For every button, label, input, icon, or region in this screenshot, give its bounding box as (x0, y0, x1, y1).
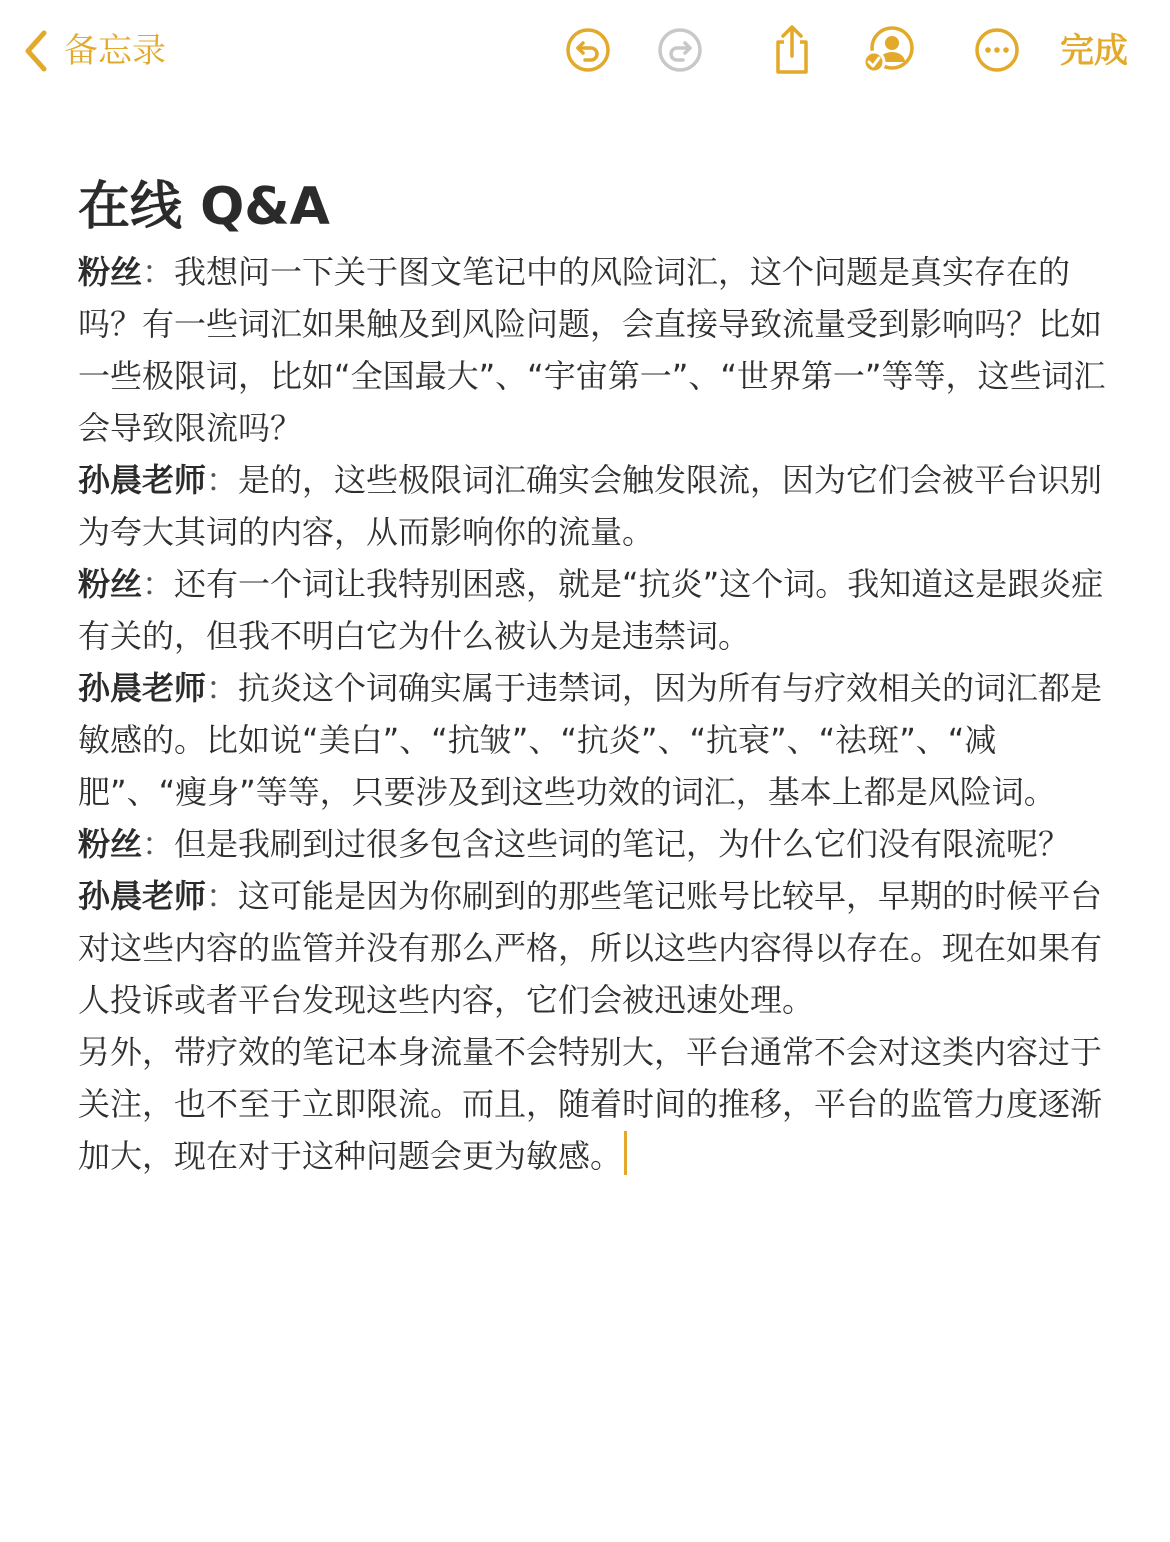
redo-button[interactable] (655, 25, 705, 75)
more-button[interactable] (972, 25, 1022, 75)
undo-icon (564, 26, 612, 74)
qa-paragraph[interactable] (78, 662, 1108, 818)
note-editor[interactable] (78, 168, 1108, 1182)
speaker-separator: ： (206, 461, 239, 499)
collaborate-button[interactable] (862, 25, 918, 75)
back-label: 备忘录 (64, 31, 166, 71)
navigation-bar (0, 0, 1170, 110)
speaker-label: 粉丝 (78, 565, 143, 603)
speaker-separator: ： (142, 825, 175, 863)
collaborate-icon (862, 24, 918, 76)
speaker-separator: ： (206, 669, 239, 707)
paragraph-text: 这可能是因为你刷到的那些笔记账号比较早，早期的时候平台对这些内容的监管并没有那么严格，所以这些内容得以存在。现在如果有人投诉或者平台发现这些内容，它们会被迅速处理。 (78, 877, 1103, 1019)
redo-icon (656, 26, 704, 74)
paragraph-text: 另外，带疗效的笔记本身流量不会特别大，平台通常不会对这类内容过于关注，也不至于立即限流。而且，随着时间的推移，平台的监管力度逐渐加大，现在对于这种问题会更为敏感。 (78, 1033, 1103, 1175)
qa-paragraph[interactable] (78, 818, 1108, 870)
back-button[interactable] (22, 26, 166, 76)
qa-paragraph[interactable] (78, 558, 1108, 662)
paragraph-text: 但是我刷到过很多包含这些词的笔记，为什么它们没有限流呢？ (174, 825, 1071, 863)
paragraph-text: 是的，这些极限词汇确实会触发限流，因为它们会被平台识别为夸大其词的内容，从而影响你的流量。 (78, 461, 1103, 551)
closing-paragraph[interactable] (78, 1026, 1108, 1182)
qa-paragraph[interactable] (78, 870, 1108, 1026)
speaker-label: 粉丝 (78, 253, 143, 291)
done-button[interactable]: 完成 (1060, 31, 1128, 71)
paragraph-text: 还有一个词让我特别困惑，就是“抗炎”这个词。我知道这是跟炎症有关的，但我不明白它为什么被认为是违禁词。 (78, 565, 1104, 655)
share-icon (768, 24, 816, 76)
speaker-separator: ： (142, 253, 175, 291)
speaker-label: 粉丝 (78, 825, 143, 863)
paragraph-text: 我想问一下关于图文笔记中的风险词汇，这个问题是真实存在的吗？有一些词汇如果触及到风险问题，会直接导致流量受到影响吗？比如一些极限词，比如“全国最大”、“宇宙第一”、“世界第一”等等，这些词汇会导致限流吗？ (78, 253, 1106, 447)
speaker-label: 孙晨老师 (78, 877, 207, 915)
speaker-separator: ： (206, 877, 239, 915)
more-icon (973, 26, 1021, 74)
speaker-label: 孙晨老师 (78, 461, 207, 499)
note-title[interactable]: 在线 Q&A (78, 177, 330, 237)
text-cursor (624, 1131, 627, 1175)
share-button[interactable] (767, 25, 817, 75)
chevron-left-icon (22, 29, 50, 73)
paragraph-text: 抗炎这个词确实属于违禁词，因为所有与疗效相关的词汇都是敏感的。比如说“美白”、“抗皱”、“抗炎”、“抗衰”、“祛斑”、“减肥”、“瘦身”等等，只要涉及到这些功效的词汇，基本上都是风险词。 (78, 669, 1103, 811)
qa-paragraph[interactable] (78, 454, 1108, 558)
speaker-separator: ： (142, 565, 175, 603)
speaker-label: 孙晨老师 (78, 669, 207, 707)
qa-paragraph[interactable] (78, 246, 1108, 454)
undo-button[interactable] (563, 25, 613, 75)
